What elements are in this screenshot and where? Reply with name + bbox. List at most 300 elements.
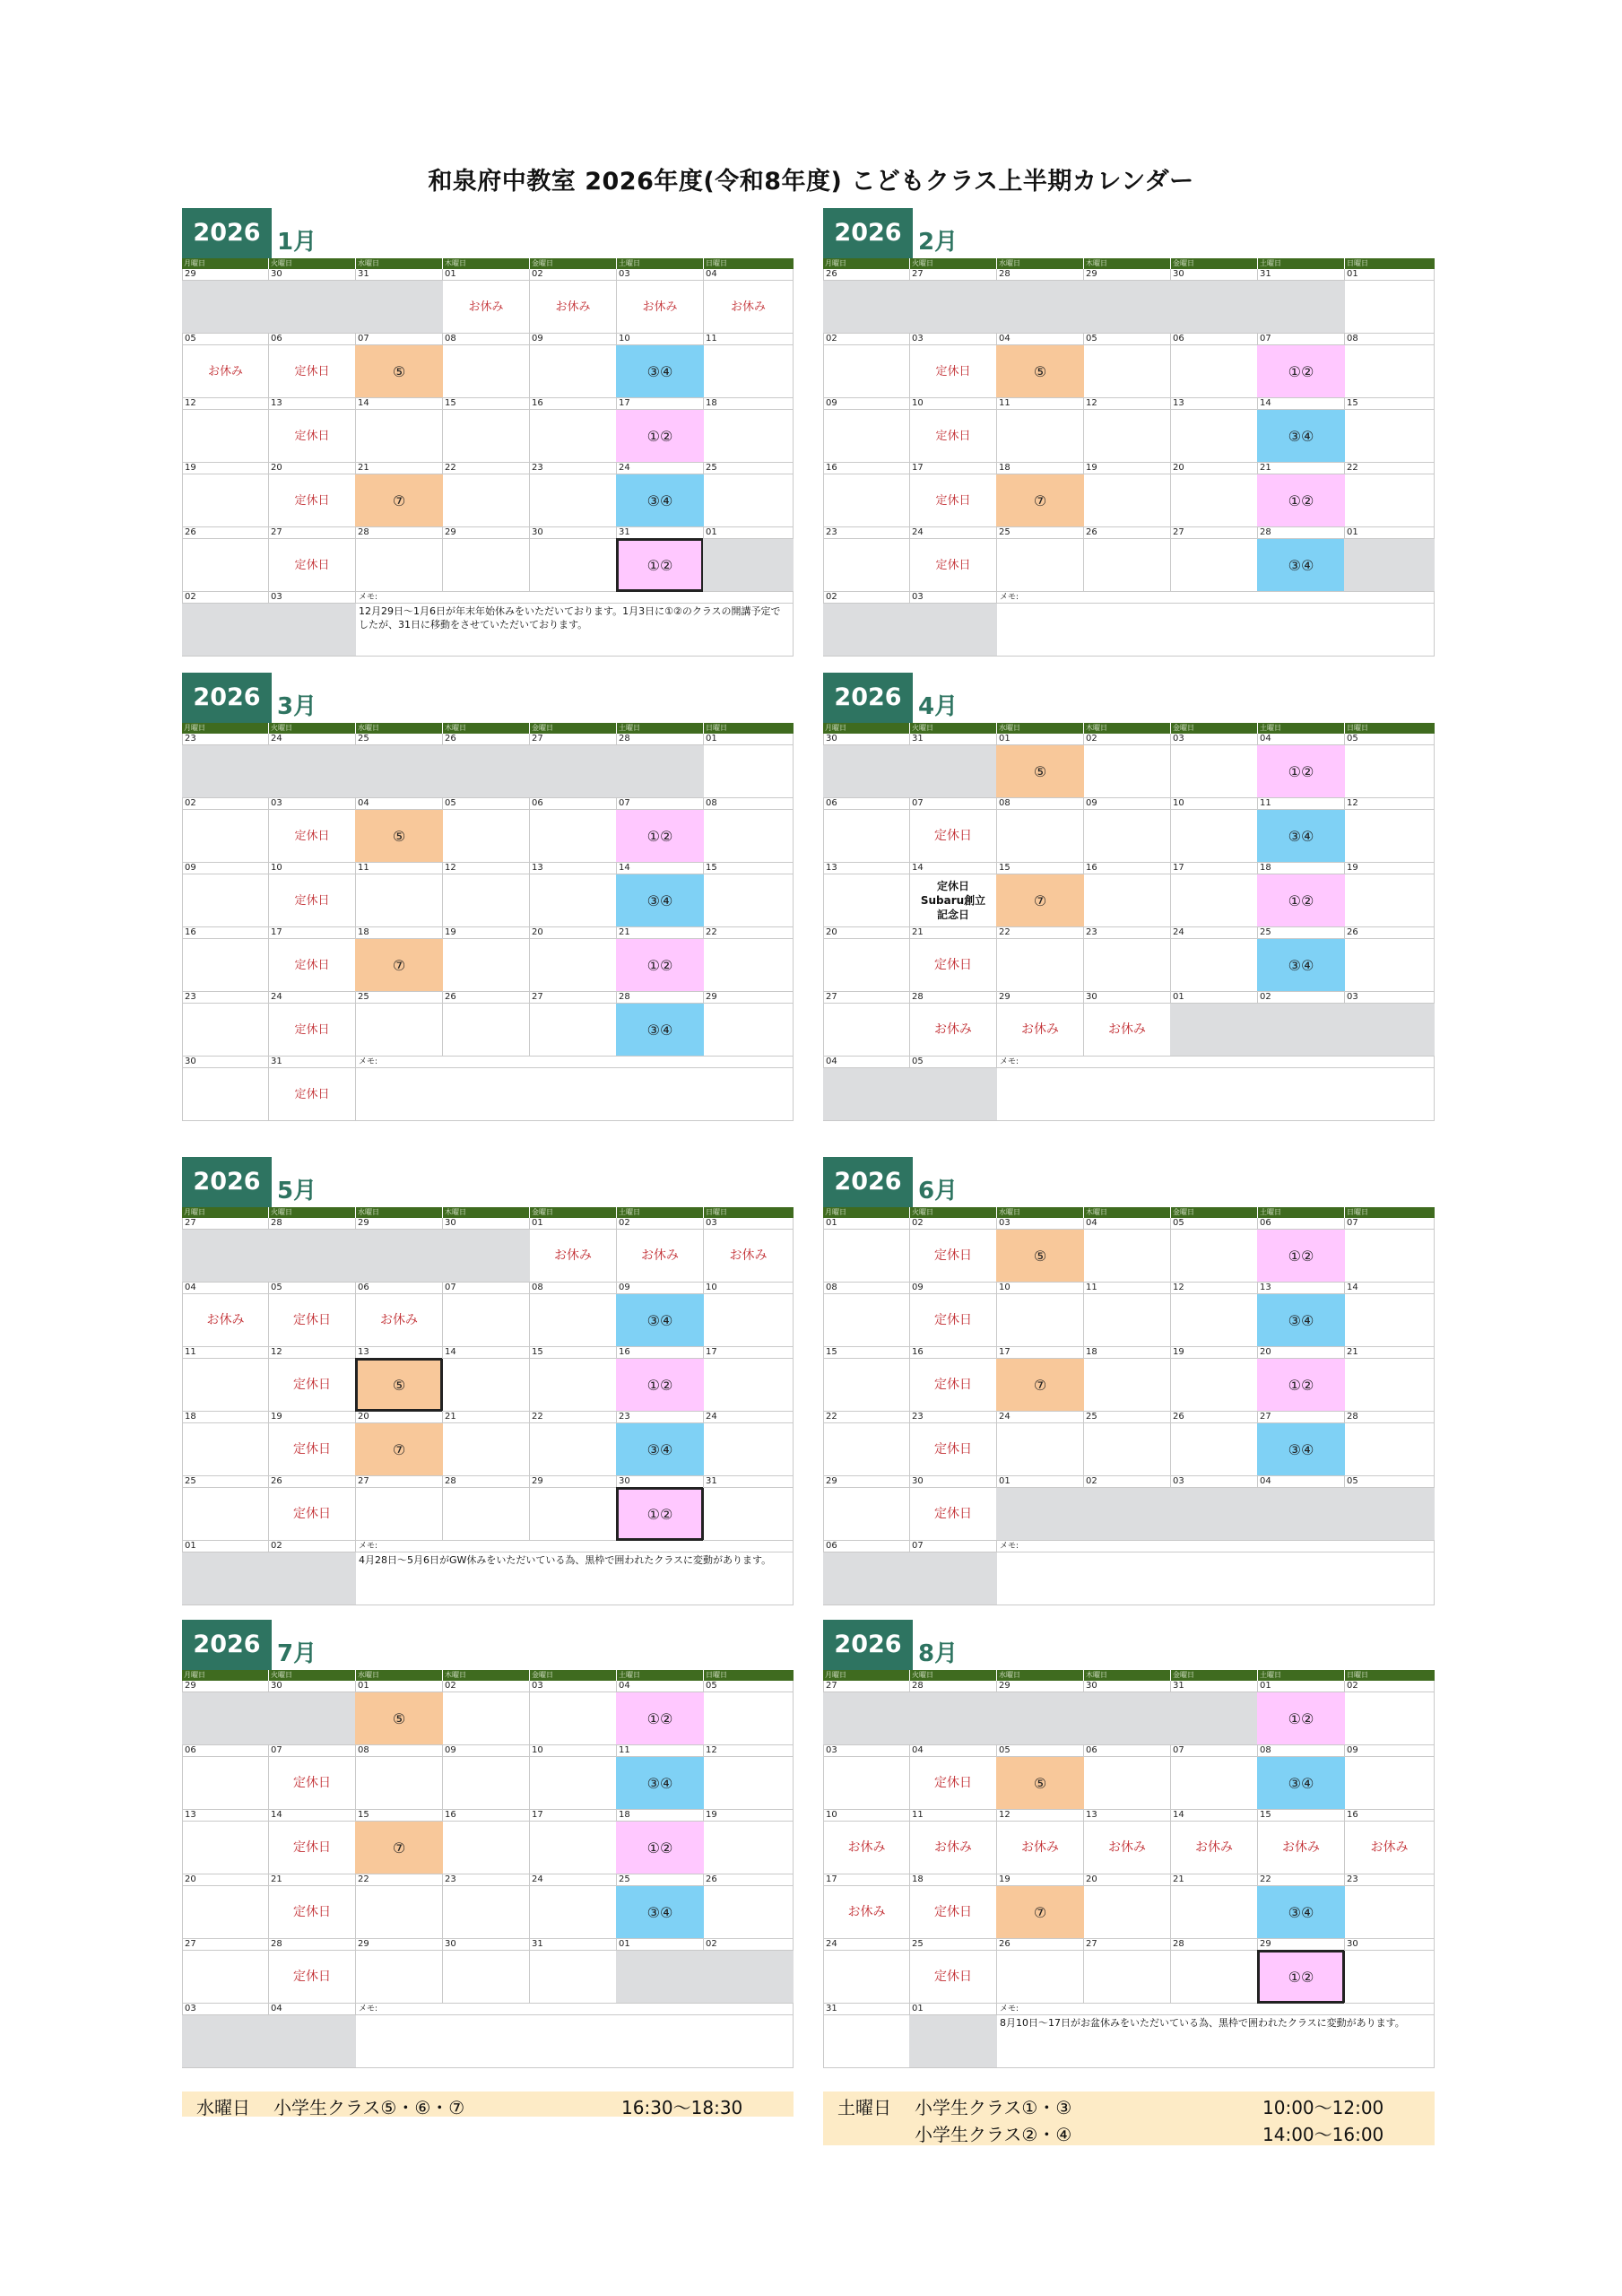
month-label: 6月 [918, 1178, 958, 1205]
month-header [823, 208, 1435, 258]
day-cell [269, 1745, 356, 1810]
day-cell [997, 798, 1084, 863]
day-number: 06 [1086, 1745, 1097, 1755]
weekday-label: 水曜日 [997, 1670, 1084, 1681]
day-number: 01 [1260, 1681, 1271, 1691]
day-number: 07 [271, 1745, 282, 1755]
day-content [529, 874, 617, 927]
day-number: 21 [271, 1874, 282, 1884]
day-content [703, 409, 794, 463]
day-content [355, 744, 443, 798]
memo-box [356, 2004, 794, 2068]
month-header [182, 673, 794, 723]
day-content: 定休日 [268, 538, 356, 592]
day-number: 17 [826, 1874, 837, 1884]
day-number: 22 [826, 1412, 837, 1422]
day-cell [182, 1874, 269, 1939]
day-cell [182, 1939, 269, 2004]
memo-label: メモ: [1000, 593, 1019, 602]
day-content [529, 1950, 617, 2004]
day-cell [617, 334, 704, 398]
day-content [1083, 474, 1171, 527]
day-number: 21 [1173, 1874, 1184, 1884]
year-label: 2026 [823, 1157, 913, 1207]
day-cell [269, 398, 356, 463]
day-cell [443, 1745, 530, 1810]
day-cell [617, 398, 704, 463]
day-number: 02 [706, 1939, 717, 1949]
week-row [823, 1810, 1435, 1874]
weekday-label: 火曜日 [910, 723, 997, 734]
day-cell [1084, 1476, 1171, 1541]
day-number: 28 [1260, 527, 1271, 537]
day-content [823, 1229, 910, 1283]
day-cell [617, 1810, 704, 1874]
day-number: 16 [1086, 863, 1097, 873]
week-row [182, 592, 794, 657]
day-number: 08 [999, 798, 1010, 808]
wednesday-time: 16:30～18:30 [621, 2097, 743, 2118]
day-cell [1171, 269, 1258, 334]
day-content: ③④ [616, 1756, 704, 1810]
year-label: 2026 [182, 1157, 272, 1207]
day-number: 01 [1347, 527, 1358, 537]
day-content [268, 1552, 356, 1605]
month-header [823, 1620, 1435, 1670]
day-number: 04 [619, 1681, 630, 1691]
day-number: 26 [1347, 927, 1358, 937]
day-number: 03 [912, 334, 924, 344]
day-cell [910, 2004, 997, 2068]
day-content [996, 938, 1084, 992]
day-cell [823, 2004, 910, 2068]
day-cell [823, 798, 910, 863]
day-content: ①② [616, 1692, 704, 1745]
day-content [1083, 938, 1171, 992]
saturday-class-2: 小学生クラス②・④ [915, 2124, 1072, 2145]
day-content [442, 1950, 530, 2004]
weekday-label: 火曜日 [269, 258, 356, 269]
day-content [1083, 409, 1171, 463]
day-content [442, 1821, 530, 1874]
day-number: 17 [532, 1810, 543, 1820]
day-cell [704, 992, 794, 1057]
day-cell [356, 798, 443, 863]
week-row [823, 269, 1435, 334]
day-number: 17 [706, 1347, 717, 1357]
day-content [1170, 938, 1258, 992]
day-cell [356, 1283, 443, 1347]
day-number: 26 [1086, 527, 1097, 537]
day-cell [530, 1476, 617, 1541]
day-number: 31 [619, 527, 630, 537]
day-content: ①② [1257, 1950, 1345, 2004]
day-number: 18 [912, 1874, 924, 1884]
week-row [823, 1218, 1435, 1283]
day-cell [617, 1939, 704, 2004]
day-number: 04 [1260, 734, 1271, 744]
day-content [823, 2014, 910, 2068]
day-cell [1084, 1218, 1171, 1283]
day-cell [1084, 463, 1171, 527]
day-content [529, 409, 617, 463]
day-cell [356, 1412, 443, 1476]
day-content: 定休日 Subaru創立 記念日 [909, 874, 997, 927]
day-cell [704, 1874, 794, 1939]
day-content [1170, 1885, 1258, 1939]
year-label: 2026 [182, 208, 272, 258]
day-content [355, 409, 443, 463]
week-row [823, 1541, 1435, 1605]
weekday-label: 水曜日 [356, 258, 443, 269]
day-cell [1258, 463, 1345, 527]
day-number: 13 [271, 398, 282, 408]
day-cell [704, 1939, 794, 2004]
day-content: お休み [529, 280, 617, 334]
day-content: 定休日 [909, 1358, 997, 1412]
day-cell [997, 1412, 1084, 1476]
day-cell [1084, 927, 1171, 992]
day-number: 10 [999, 1283, 1010, 1292]
day-content: 定休日 [268, 344, 356, 398]
day-cell [910, 1283, 997, 1347]
day-content: ③④ [1257, 938, 1345, 992]
day-cell [356, 734, 443, 798]
day-content [442, 938, 530, 992]
day-number: 16 [826, 463, 837, 473]
week-row [182, 734, 794, 798]
memo-text [997, 1552, 1434, 1605]
day-number: 14 [1347, 1283, 1358, 1292]
day-number: 03 [1173, 1476, 1184, 1486]
day-cell [823, 1681, 910, 1745]
weekday-label: 土曜日 [617, 1670, 704, 1681]
day-content: 定休日 [909, 809, 997, 863]
week-row [823, 463, 1435, 527]
day-cell [530, 527, 617, 592]
day-number: 10 [912, 398, 924, 408]
day-number: 28 [619, 992, 630, 1002]
day-content [529, 1422, 617, 1476]
day-number: 07 [912, 1541, 924, 1551]
day-number: 06 [1173, 334, 1184, 344]
week-row [823, 1681, 1435, 1745]
day-content [529, 1885, 617, 1939]
day-cell [910, 1412, 997, 1476]
day-number: 28 [912, 992, 924, 1002]
memo-text: 4月28日～5月6日がGW休みをいただいている為、黒枠で囲われたクラスに変動があります。 [356, 1552, 793, 1605]
day-cell [823, 463, 910, 527]
day-content [529, 1003, 617, 1057]
day-cell [1258, 798, 1345, 863]
day-cell [823, 269, 910, 334]
day-number: 29 [185, 1681, 196, 1691]
day-cell [530, 1283, 617, 1347]
day-number: 02 [1347, 1681, 1358, 1691]
day-number: 26 [706, 1874, 717, 1884]
day-cell [182, 734, 269, 798]
day-content: 定休日 [909, 474, 997, 527]
day-content [182, 1003, 269, 1057]
day-cell [910, 927, 997, 992]
day-content [823, 1552, 910, 1605]
day-content: 定休日 [268, 1003, 356, 1057]
day-number: 05 [912, 1057, 924, 1066]
memo-text [356, 2014, 793, 2068]
day-number: 27 [185, 1218, 196, 1228]
day-content: ①② [616, 1358, 704, 1412]
day-cell [823, 1476, 910, 1541]
day-content [1344, 744, 1435, 798]
weekday-header [823, 1670, 1435, 1681]
day-content [1083, 874, 1171, 927]
day-number: 30 [532, 527, 543, 537]
day-number: 15 [445, 398, 456, 408]
day-cell [1345, 1745, 1435, 1810]
day-cell [617, 1218, 704, 1283]
day-number: 26 [1173, 1412, 1184, 1422]
day-content [268, 1692, 356, 1745]
day-number: 04 [706, 269, 717, 279]
day-content: お休み [703, 1229, 794, 1283]
week-row [182, 927, 794, 992]
day-cell [1258, 527, 1345, 592]
week-row [823, 1057, 1435, 1121]
week-row [182, 1218, 794, 1283]
day-cell [182, 2004, 269, 2068]
day-content [268, 603, 356, 657]
day-cell [443, 1412, 530, 1476]
day-content [823, 1950, 910, 2004]
day-number: 11 [999, 398, 1010, 408]
day-content [996, 1487, 1084, 1541]
day-number: 17 [1173, 863, 1184, 873]
day-cell [823, 1057, 910, 1121]
day-number: 05 [1173, 1218, 1184, 1228]
day-content: ⑤ [996, 1229, 1084, 1283]
day-content [1257, 1487, 1345, 1541]
day-cell [617, 1347, 704, 1412]
day-cell [910, 334, 997, 398]
month-calendar [823, 673, 1435, 1121]
day-number: 01 [1173, 992, 1184, 1002]
week-row [823, 1476, 1435, 1541]
day-number: 07 [912, 798, 924, 808]
weekday-label: 水曜日 [997, 1207, 1084, 1218]
day-content: ⑦ [996, 1885, 1084, 1939]
weekday-label: 日曜日 [706, 259, 727, 267]
day-cell [997, 1681, 1084, 1745]
day-content [1344, 938, 1435, 992]
day-cell [182, 1347, 269, 1412]
day-content: 定休日 [268, 1821, 356, 1874]
day-number: 19 [185, 463, 196, 473]
day-cell [704, 463, 794, 527]
memo-label: メモ: [1000, 1057, 1019, 1066]
day-content: 定休日 [909, 1229, 997, 1283]
day-number: 28 [358, 527, 369, 537]
day-cell [704, 863, 794, 927]
week-row [182, 463, 794, 527]
day-content [703, 1950, 794, 2004]
day-number: 24 [912, 527, 924, 537]
day-cell [1084, 1939, 1171, 2004]
day-number: 28 [271, 1218, 282, 1228]
saturday-schedule [823, 2092, 1435, 2145]
day-cell [910, 1745, 997, 1810]
day-cell [704, 1218, 794, 1283]
day-number: 02 [826, 334, 837, 344]
day-number: 10 [1173, 798, 1184, 808]
day-cell [1171, 334, 1258, 398]
day-cell [823, 992, 910, 1057]
day-number: 20 [532, 927, 543, 937]
day-content [1170, 874, 1258, 927]
day-content [442, 1692, 530, 1745]
day-content: ①② [1257, 1229, 1345, 1283]
day-cell [1171, 1810, 1258, 1874]
day-content [355, 1756, 443, 1810]
day-content: お休み [182, 344, 269, 398]
day-content [823, 1003, 910, 1057]
day-cell [823, 1939, 910, 2004]
day-content: お休み [996, 1821, 1084, 1874]
weekday-label: 月曜日 [823, 1670, 910, 1681]
day-cell [997, 1745, 1084, 1810]
day-content [909, 1067, 997, 1121]
day-cell [910, 1218, 997, 1283]
month-label: 2月 [918, 229, 958, 256]
day-number: 08 [706, 798, 717, 808]
weekday-label: 水曜日 [997, 258, 1084, 269]
weekday-label: 水曜日 [997, 723, 1084, 734]
day-cell [443, 463, 530, 527]
weekday-label: 日曜日 [706, 1208, 727, 1216]
day-content [1170, 538, 1258, 592]
day-cell [1345, 798, 1435, 863]
day-content [182, 744, 269, 798]
day-number: 04 [912, 1745, 924, 1755]
week-row [182, 1412, 794, 1476]
day-number: 01 [358, 1681, 369, 1691]
day-cell [356, 398, 443, 463]
day-cell [182, 398, 269, 463]
day-content: 定休日 [268, 1067, 356, 1121]
weekday-label: 土曜日 [617, 1207, 704, 1218]
month-calendar [182, 1620, 794, 2068]
day-cell [269, 334, 356, 398]
day-cell [997, 1874, 1084, 1939]
week-row [823, 1412, 1435, 1476]
day-content [703, 874, 794, 927]
day-content: ①② [1257, 1358, 1345, 1412]
day-content [996, 538, 1084, 592]
year-label: 2026 [182, 673, 272, 723]
day-cell [704, 1412, 794, 1476]
day-cell [1084, 269, 1171, 334]
day-number: 19 [999, 1874, 1010, 1884]
day-cell [997, 1939, 1084, 2004]
day-cell [617, 269, 704, 334]
week-row [182, 2004, 794, 2068]
day-cell [823, 863, 910, 927]
day-number: 26 [271, 1476, 282, 1486]
day-cell [182, 992, 269, 1057]
day-content [1083, 1293, 1171, 1347]
day-content [1344, 1692, 1435, 1745]
day-content [355, 1229, 443, 1283]
day-content: ③④ [1257, 809, 1345, 863]
day-number: 23 [185, 734, 196, 744]
day-number: 06 [358, 1283, 369, 1292]
memo-text: 12月29日～1月6日が年末年始休みをいただいております。1月3日に①②のクラスの開講予定でしたが、31日に移動をさせていただいております。 [356, 603, 793, 657]
day-cell [269, 1347, 356, 1412]
day-number: 28 [619, 734, 630, 744]
day-number: 09 [445, 1745, 456, 1755]
day-content [823, 1358, 910, 1412]
day-cell [1258, 269, 1345, 334]
day-content: ⑤ [355, 1358, 443, 1412]
day-number: 01 [706, 527, 717, 537]
day-number: 20 [826, 927, 837, 937]
day-content [182, 1950, 269, 2004]
day-content [703, 1358, 794, 1412]
day-cell [269, 1874, 356, 1939]
day-number: 02 [619, 1218, 630, 1228]
day-content: お休み [909, 1003, 997, 1057]
day-content [182, 1885, 269, 1939]
day-content [1257, 280, 1345, 334]
day-cell [269, 463, 356, 527]
day-cell [617, 527, 704, 592]
day-content [909, 280, 997, 334]
day-cell [617, 1476, 704, 1541]
day-content [182, 1422, 269, 1476]
day-content [182, 2014, 269, 2068]
year-label: 2026 [823, 208, 913, 258]
day-number: 15 [532, 1347, 543, 1357]
day-cell [997, 734, 1084, 798]
day-number: 31 [532, 1939, 543, 1949]
day-content [442, 1487, 530, 1541]
month-calendar [823, 1620, 1435, 2068]
day-number: 06 [1260, 1218, 1271, 1228]
day-content: ③④ [1257, 1885, 1345, 1939]
day-number: 30 [1173, 269, 1184, 279]
day-cell [269, 798, 356, 863]
day-number: 25 [999, 527, 1010, 537]
day-number: 08 [826, 1283, 837, 1292]
day-content: 定休日 [268, 409, 356, 463]
month-header [182, 1157, 794, 1207]
day-number: 27 [826, 1681, 837, 1691]
day-cell [182, 592, 269, 657]
day-cell [823, 1810, 910, 1874]
day-cell [823, 1412, 910, 1476]
day-number: 21 [912, 927, 924, 937]
day-cell [530, 1939, 617, 2004]
day-number: 28 [912, 1681, 924, 1691]
day-content [1170, 280, 1258, 334]
day-number: 15 [826, 1347, 837, 1357]
day-cell [704, 1810, 794, 1874]
day-cell [617, 463, 704, 527]
day-cell [1258, 1283, 1345, 1347]
day-content [703, 1756, 794, 1810]
day-cell [617, 734, 704, 798]
day-content [182, 809, 269, 863]
weekday-label: 日曜日 [1347, 1208, 1368, 1216]
